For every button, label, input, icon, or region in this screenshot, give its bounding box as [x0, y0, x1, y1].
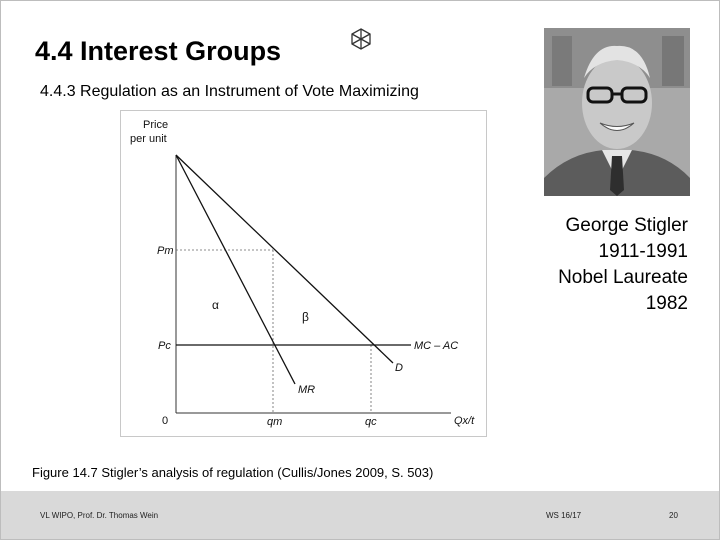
qty-monopoly-label: qm — [267, 416, 283, 428]
slide-title: 4.4 Interest Groups — [35, 36, 282, 66]
mc-ac-label: MC – AC — [414, 340, 459, 352]
marginal-revenue-label: MR — [298, 384, 316, 396]
stigler-regulation-diagram — [120, 110, 487, 437]
person-caption — [558, 213, 688, 317]
george-stigler-portrait — [544, 28, 690, 196]
slide-subtitle: 4.4.3 Regulation as an Instrument of Vote Maximizing — [40, 83, 419, 100]
y-axis-label-line1: Price — [143, 119, 169, 131]
price-competitive-label: Pc — [158, 340, 171, 352]
footer-lecture-info: VL WIPO, Prof. Dr. Thomas Wein — [40, 511, 159, 520]
marginal-revenue-curve — [176, 155, 295, 384]
person-award: Nobel Laureate — [558, 267, 688, 288]
person-name: George Stigler — [565, 215, 688, 236]
y-axis-label-line2: per unit — [130, 133, 167, 145]
figure-caption: Figure 14.7 Stigler’s analysis of regulation (Cullis/Jones 2009, S. 503) — [32, 465, 434, 480]
price-monopoly-label: Pm — [157, 245, 174, 257]
footer-bar — [1, 491, 719, 539]
footer-page-number: 20 — [669, 511, 678, 520]
qty-competitive-label: qc — [365, 416, 377, 428]
origin-label: 0 — [162, 415, 169, 427]
demand-label: D — [395, 362, 403, 374]
x-axis-label: Qx/t — [454, 415, 475, 427]
demand-curve — [176, 155, 393, 363]
region-alpha-label: α — [212, 298, 219, 312]
region-beta-label: β — [302, 310, 309, 324]
person-award-year: 1982 — [645, 293, 688, 314]
footer-semester: WS 16/17 — [546, 511, 582, 520]
person-years: 1911-1991 — [598, 241, 688, 262]
university-logo-icon — [349, 27, 373, 51]
